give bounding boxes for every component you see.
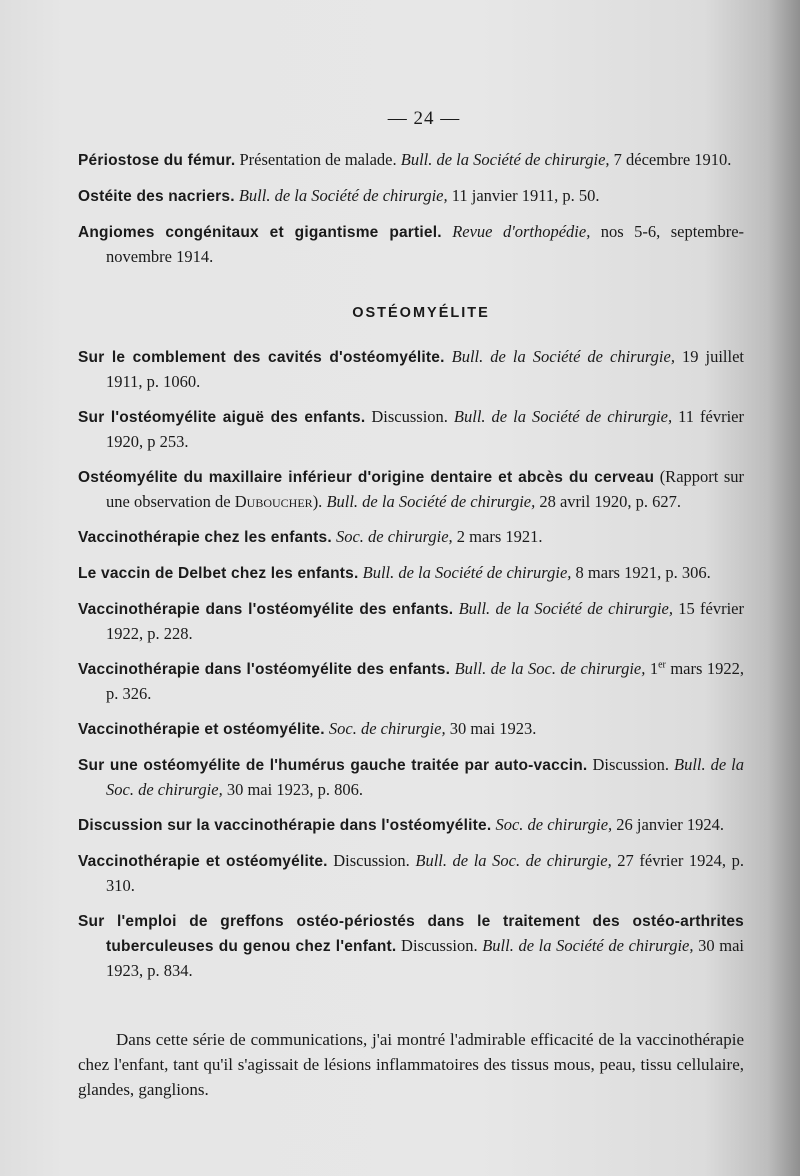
- page-number: — 24 —: [387, 108, 461, 129]
- entries-osteomyelite: [78, 345, 744, 983]
- bibliography-entry: Vaccinothérapie dans l'ostéomyélite des enfants. Bull. de la Soc. de chirurgie, 1er mars 1922, p. 326.: [78, 659, 744, 703]
- section-title: OSTÉOMYÉLITE: [352, 305, 490, 321]
- page-content: [78, 108, 744, 1119]
- bibliography-entry: Vaccinothérapie chez les enfants. Soc. de chirurgie, 2 mars 1921.: [78, 527, 543, 546]
- bibliography-entry: Ostéomyélite du maxillaire inférieur d'origine dentaire et abcès du cerveau (Rapport sur une observation de Duboucher). Bull. de la Société de chirurgie, 28 avril 1920, p. 627.: [78, 467, 744, 511]
- bibliography-entry: Sur une ostéomyélite de l'humérus gauche traitée par auto-vaccin. Discussion. Bull. de la Soc. de chirurgie, 30 mai 1923, p. 806.: [78, 755, 745, 799]
- bibliography-entry: Discussion sur la vaccinothérapie dans l'ostéomyélite. Soc. de chirurgie, 26 janvier 1924.: [78, 815, 724, 834]
- closing-paragraph: Dans cette série de communications, j'ai montré l'admirable efficacité de la vaccinothérapie chez l'enfant, tant qu'il s'agissait de lésions inflammatoires des tissus mous, peau, tissu cellulaire, glandes, ganglions.: [78, 1030, 744, 1099]
- bibliography-entry: Vaccinothérapie et ostéomyélite. Soc. de chirurgie, 30 mai 1923.: [78, 719, 537, 738]
- bibliography-entry: Sur l'emploi de greffons ostéo-périostés dans le traitement des ostéo-arthrites tuberculeuses du genou chez l'enfant. Discussion. Bull. de la Société de chirurgie, 30 mai 1923, p. 834.: [78, 913, 744, 980]
- bibliography-entry: Sur l'ostéomyélite aiguë des enfants. Discussion. Bull. de la Société de chirurgie, 11 février 1920, p 253.: [78, 407, 744, 451]
- bibliography-entry: Ostéite des nacriers. Bull. de la Société de chirurgie, 11 janvier 1911, p. 50.: [78, 186, 600, 205]
- bibliography-entry: Sur le comblement des cavités d'ostéomyélite. Bull. de la Société de chirurgie, 19 juillet 1911, p. 1060.: [78, 347, 745, 391]
- bibliography-entry: Périostose du fémur. Présentation de malade. Bull. de la Société de chirurgie, 7 décembre 1910.: [78, 150, 732, 169]
- bibliography-entry: Vaccinothérapie et ostéomyélite. Discussion. Bull. de la Soc. de chirurgie, 27 février 1924, p. 310.: [78, 851, 744, 895]
- bibliography-entry: Le vaccin de Delbet chez les enfants. Bull. de la Société de chirurgie, 8 mars 1921, p. 306.: [78, 563, 711, 582]
- bibliography-entry: Angiomes congénitaux et gigantisme partiel. Revue d'orthopédie, nos 5-6, septembre-novembre 1914.: [78, 222, 745, 266]
- bibliography-entry: Vaccinothérapie dans l'ostéomyélite des enfants. Bull. de la Société de chirurgie, 15 février 1922, p. 228.: [78, 599, 744, 643]
- entries-top: [78, 148, 744, 269]
